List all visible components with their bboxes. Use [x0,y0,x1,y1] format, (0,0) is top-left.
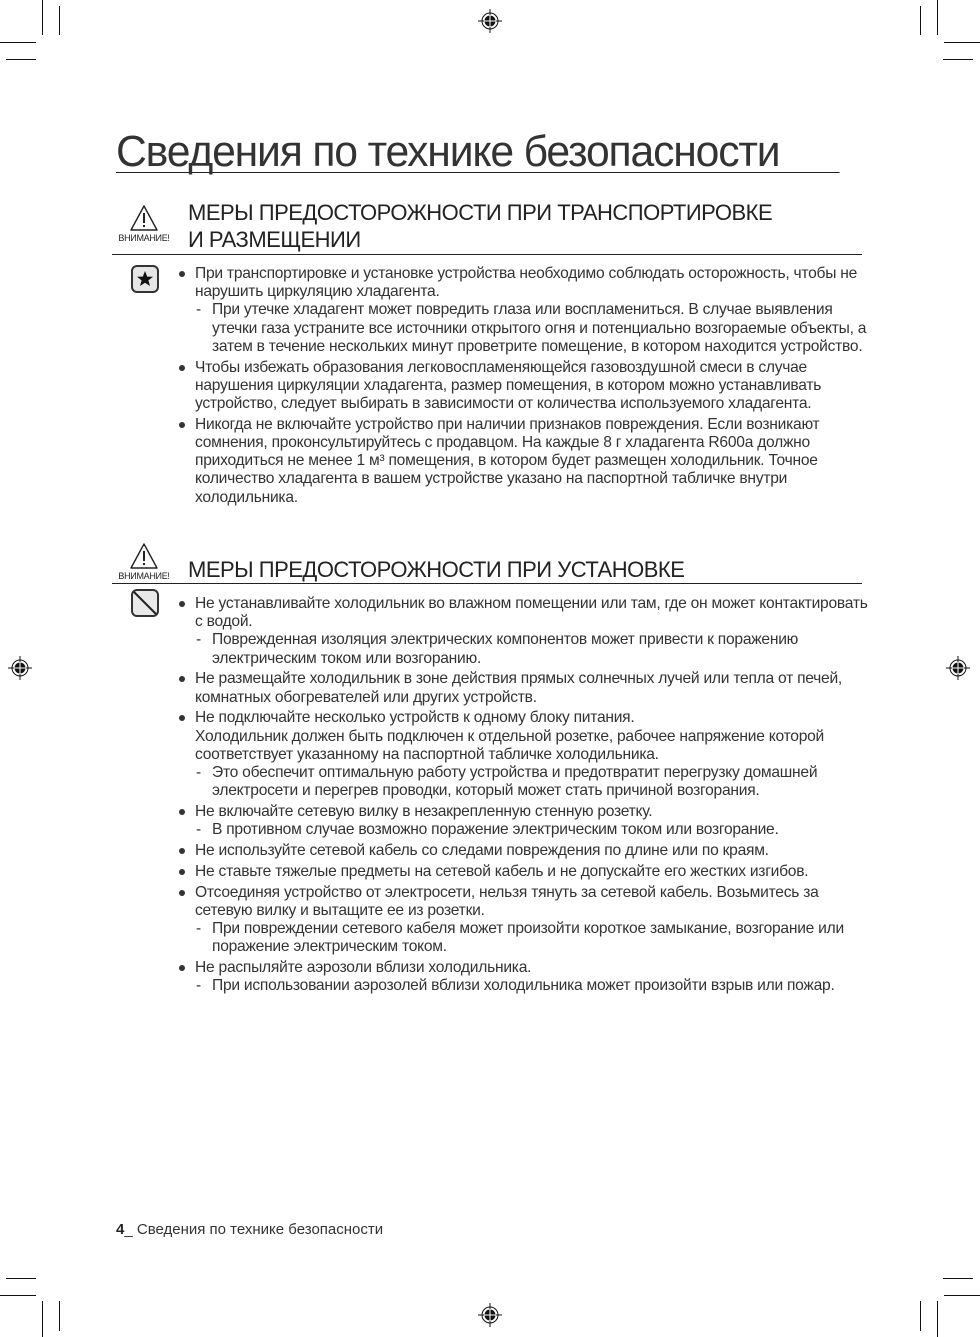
sub-item: - В противном случае возможно поражение электрическим током или возгорание. [176,821,876,839]
list-item: Не распыляйте аэрозоли вблизи холодильника. - При использовании аэрозолей вблизи холодильника может произойти взрыв или пожар. [176,959,876,995]
crop-mark [42,0,43,35]
prohibited-badge [131,589,159,617]
registration-mark-icon [946,656,970,680]
list-item: Не размещайте холодильник в зоне действия прямых солнечных лучей или тепла от печей, комнатных обогревателей или других устройств. [176,670,876,706]
sub-item: - Это обеспечит оптимальную работу устройства и предотвратит перегрузку домашней электросети и перегрев проводки, который может стать причиной возгорания. [176,764,876,800]
footer-separator: _ [124,1221,137,1238]
crop-mark [943,1278,973,1279]
prohibited-icon [133,591,157,615]
crop-mark [0,1295,36,1296]
crop-mark [59,1301,60,1331]
crop-mark [920,1301,921,1331]
list-item: При транспортировке и установке устройства необходимо соблюдать осторожность, чтобы не нарушить циркуляцию хладагента. - При утечке хладагент может повредить глаза или воспламениться. В случае выявления утечки газа устраните все источники открытого огня и потенциально возгораемые объекты, а затем в течение нескольких минут проветрите помещение, в котором находится устройство. [176,265,876,356]
list-item: Не используйте сетевой кабель со следами повреждения по длине или по краям. [176,842,876,860]
crop-mark [6,59,36,60]
section-title: МЕРЫ ПРЕДОСТОРОЖНОСТИ ПРИ УСТАНОВКЕ [188,557,685,582]
page-footer [116,1221,383,1238]
warning-label: ВНИМАНИЕ! [118,571,170,581]
crop-mark [943,59,973,60]
crop-mark [0,42,36,43]
crop-mark [42,1301,43,1337]
list-item: Отсоединяя устройство от электросети, нельзя тянуть за сетевой кабель. Возьмитесь за сетевую вилку и вытащите ее из розетки. - При повреждении сетевого кабеля может произойти короткое замыкание, возгорание или поражение электрическим током. [176,884,876,957]
star-icon [133,267,157,291]
warning-badge [112,204,176,243]
warning-label: ВНИМАНИЕ! [118,233,170,243]
list-item: Никогда не включайте устройство при наличии признаков повреждения. Если возникают сомнения, проконсультируйтесь с продавцом. На каждые 8 г хладагента R600a должно приходиться не менее 1 м³ помещения, в котором будет размещен холодильник. Точное количество хладагента в вашем устройстве указано на паспортной табличке внутри холодильника. [176,416,876,507]
registration-mark-icon [8,656,32,680]
warning-badge [112,542,176,581]
crop-mark [920,6,921,35]
registration-mark-icon [478,1303,502,1327]
crop-mark [944,1295,980,1296]
sub-item: - При повреждении сетевого кабеля может произойти короткое замыкание, возгорание или поражение электрическим током. [176,920,876,956]
list-item: Не включайте сетевую вилку в незакрепленную стенную розетку. - В противном случае возможно поражение электрическим током или возгорание. [176,803,876,839]
footer-title: Сведения по технике безопасности [136,1221,384,1238]
section-content-transport [176,265,876,509]
crop-mark [6,1278,36,1279]
section-content-installation [176,595,876,998]
list-item: Чтобы избежать образования легковоспламеняющейся газовоздушной смеси в случае нарушения циркуляции хладагента, размер помещения, в котором можно устанавливать устройство, следует выбирать в зависимости от количества используемого хладагента. [176,359,876,414]
crop-mark [944,42,980,43]
list-item: Не подключайте несколько устройств к одному блоку питания. Холодильник должен быть подключен к отдельной розетке, рабочее напряжение которой соответствует указанному на паспортной табличке холодильника. - Это обеспечит оптимальную работу устройства и предотвратит перегрузку домашней электросети и перегрев проводки, который может стать причиной возгорания. [176,709,876,800]
warning-triangle-icon [129,204,159,232]
page-number: 4 [116,1221,125,1238]
section-heading-transport [112,198,862,255]
sub-item: - Поврежденная изоляция электрических компонентов может привести к поражению электрическим током или возгоранию. [176,631,876,667]
warning-triangle-icon [129,542,159,570]
crop-mark [937,1301,938,1337]
crop-mark [59,6,60,35]
page-title: Сведения по технике безопасности [116,126,840,173]
list-item: Не устанавливайте холодильник во влажном помещении или там, где он может контактировать с водой. - Поврежденная изоляция электрических компонентов может привести к поражению электрическим током или возгоранию. [176,595,876,668]
registration-mark-icon [478,9,502,33]
star-badge [131,265,159,293]
section-title: МЕРЫ ПРЕДОСТОРОЖНОСТИ ПРИ ТРАНСПОРТИРОВКЕ И РАЗМЕЩЕНИИ [188,200,773,252]
sub-item: - При использовании аэрозолей вблизи холодильника может произойти взрыв или пожар. [176,977,876,995]
crop-mark [937,0,938,35]
section-heading-installation [112,540,862,584]
list-item: Не ставьте тяжелые предметы на сетевой кабель и не допускайте его жестких изгибов. [176,863,876,881]
sub-item: - При утечке хладагент может повредить глаза или воспламениться. В случае выявления утечки газа устраните все источники открытого огня и потенциально возгораемые объекты, а затем в течение нескольких минут проветрите помещение, в котором находится устройство. [176,301,876,356]
